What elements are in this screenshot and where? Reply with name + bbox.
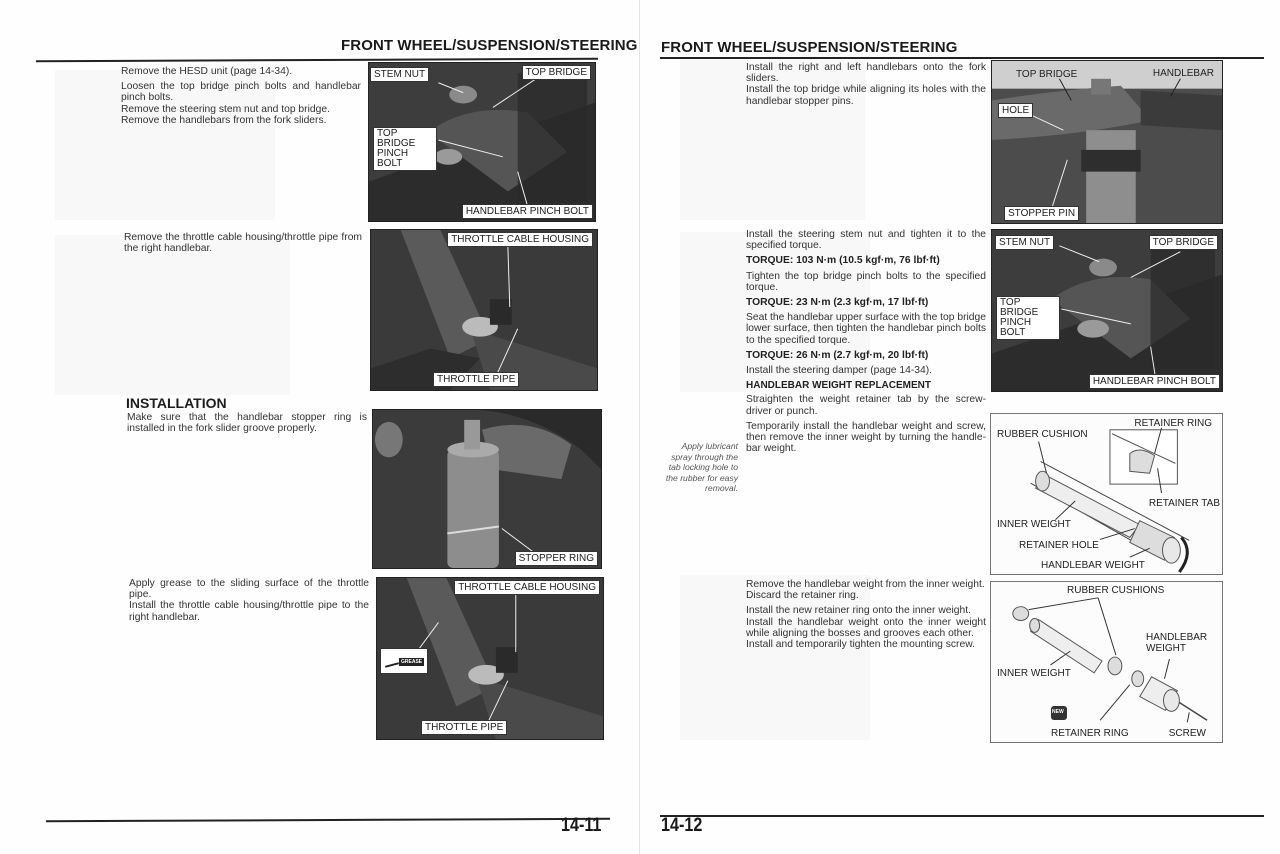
photo-stem-nut-install: [991, 229, 1223, 392]
footer-rule: [46, 818, 610, 822]
photo-throttle-install: [376, 577, 604, 740]
step-text: Install the right and left handlebars onto the fork sliders.: [746, 62, 986, 85]
figure-label: RUBBER CUSHION: [997, 429, 1088, 440]
figure-label: HOLE: [998, 103, 1033, 118]
figure-label: THROTTLE PIPE: [421, 720, 507, 735]
page-header-title: FRONT WHEEL/SUSPENSION/STEERING: [661, 39, 958, 56]
figure-label: HANDLEBAR PINCH BOLT: [462, 204, 593, 219]
photo-stopper-ring: [372, 409, 602, 569]
diagram-handlebar-weight-removal: [990, 413, 1223, 575]
step-text: Install and temporarily tighten the mounting screw.: [746, 639, 975, 651]
step-text: Remove the HESD unit (page 14-34).: [121, 66, 293, 77]
step-text: Install the top bridge while aligning its holes with the handlebar stopper pins.: [746, 84, 986, 107]
step-text: Remove the steering stem nut and top bridge.: [121, 103, 330, 115]
bleed-through-area: [55, 235, 290, 395]
step-text: Temporarily install the handlebar weight and screw, then remove the inner weight by turning the handle-bar weight.: [746, 420, 986, 455]
figure-label: TOP BRIDGE PINCH BOLT: [996, 296, 1060, 340]
figure-label: HANDLEBAR WEIGHT: [1041, 560, 1145, 571]
step-text: Seat the handlebar upper surface with the top bridge lower surface, then tighten the handlebar pinch bolts to the specified torque.: [746, 312, 986, 346]
step-text: Install the steering stem nut and tighten it to the specified torque.: [746, 229, 986, 252]
instruction-text: [124, 232, 362, 258]
figure-label: RETAINER TAB: [1148, 498, 1220, 509]
diagram-illustration: [991, 582, 1222, 742]
step-text: Install the steering damper (page 14-34).: [746, 365, 933, 377]
figure-label: RETAINER RING: [1051, 728, 1129, 739]
instruction-text: [746, 229, 986, 458]
figure-label: THROTTLE CABLE HOUSING: [447, 232, 593, 247]
side-note: Apply lubricant spray through the tab locking hole to the rubber for easy removal.: [665, 441, 738, 494]
figure-label: INNER WEIGHT: [997, 668, 1071, 679]
figure-label: INNER WEIGHT: [997, 519, 1071, 530]
step-text: Straighten the weight retainer tab by the screw-driver or punch.: [746, 394, 986, 417]
figure-label: STEM NUT: [370, 67, 429, 82]
figure-label: STOPPER PIN: [1004, 206, 1079, 221]
step-text: Install the handlebar weight onto the inner weight while aligning the bosses and grooves each other.: [746, 616, 986, 639]
section-heading: INSTALLATION: [126, 395, 227, 411]
figure-label: HANDLEBAR: [1152, 68, 1214, 79]
torque-spec: TORQUE: 26 N·m (2.7 kgf·m, 20 lbf·ft): [746, 349, 929, 361]
footer-rule: [660, 815, 1264, 817]
step-text: Install the new retainer ring onto the inner weight.: [746, 605, 971, 617]
step-text: Discard the retainer ring.: [746, 590, 859, 602]
step-text: Tighten the top bridge pinch bolts to the specified torque.: [746, 270, 986, 293]
new-part-icon-text: NEW: [1052, 709, 1064, 715]
grease-icon: [380, 648, 428, 674]
step-text: Apply grease to the sliding surface of the throttle pipe.: [129, 578, 369, 601]
torque-spec: TORQUE: 103 N·m (10.5 kgf·m, 76 lbf·ft): [746, 255, 940, 267]
figure-label: SCREW: [1168, 728, 1206, 739]
step-text: Remove the handlebar weight from the inner weight.: [746, 579, 985, 590]
instruction-text: [746, 579, 986, 650]
diagram-handlebar-weight-install: [990, 581, 1223, 743]
figure-label: RUBBER CUSHIONS: [1067, 585, 1165, 596]
page-header-title: FRONT WHEEL/SUSPENSION/STEERING: [341, 37, 638, 54]
figure-label: TOP BRIDGE: [1149, 235, 1218, 250]
instruction-text: [129, 578, 369, 623]
grease-icon-text: GREASE: [401, 659, 423, 665]
figure-label: STEM NUT: [995, 235, 1054, 250]
instruction-text: [127, 412, 367, 438]
instruction-text: [746, 62, 986, 107]
figure-label: HANDLEBAR WEIGHT: [1146, 632, 1208, 654]
torque-spec: TORQUE: 23 N·m (2.3 kgf·m, 17 lbf·ft): [746, 297, 929, 309]
photo-illustration: [371, 230, 597, 390]
figure-label: THROTTLE CABLE HOUSING: [454, 580, 600, 595]
photo-illustration: [373, 410, 601, 568]
figure-label: TOP BRIDGE: [522, 65, 591, 80]
step-text: Loosen the top bridge pinch bolts and handlebar pinch bolts.: [121, 81, 361, 104]
step-text: Install the throttle cable housing/throttle pipe to the right handlebar.: [129, 600, 369, 623]
figure-label: TOP BRIDGE PINCH BOLT: [373, 127, 437, 171]
figure-label: THROTTLE PIPE: [433, 372, 519, 387]
step-text: Make sure that the handlebar stopper ring is installed in the fork slider groove properly.: [127, 412, 367, 435]
header-rule: [660, 57, 1264, 59]
new-part-icon: [1051, 706, 1067, 720]
instruction-text: [121, 66, 361, 126]
photo-handlebar-install: [991, 60, 1223, 224]
page-number: 14-12: [661, 815, 703, 836]
photo-throttle-removal: [370, 229, 598, 391]
figure-label: RETAINER RING: [1134, 418, 1212, 429]
subsection-heading: HANDLEBAR WEIGHT REPLACEMENT: [746, 380, 931, 392]
right-page: [640, 0, 1280, 854]
photo-top-bridge-removal: [368, 62, 596, 222]
page-number: 14-11: [561, 815, 602, 836]
left-page: [0, 0, 639, 854]
step-text: Remove the handlebars from the fork sliders.: [121, 114, 327, 126]
figure-label: TOP BRIDGE: [1016, 69, 1078, 80]
figure-label: RETAINER HOLE: [1019, 540, 1099, 551]
photo-illustration: [992, 61, 1222, 223]
figure-label: HANDLEBAR PINCH BOLT: [1089, 374, 1220, 389]
figure-label: STOPPER RING: [515, 551, 598, 566]
step-text: Remove the throttle cable housing/throttle pipe from the right handlebar.: [124, 232, 362, 255]
